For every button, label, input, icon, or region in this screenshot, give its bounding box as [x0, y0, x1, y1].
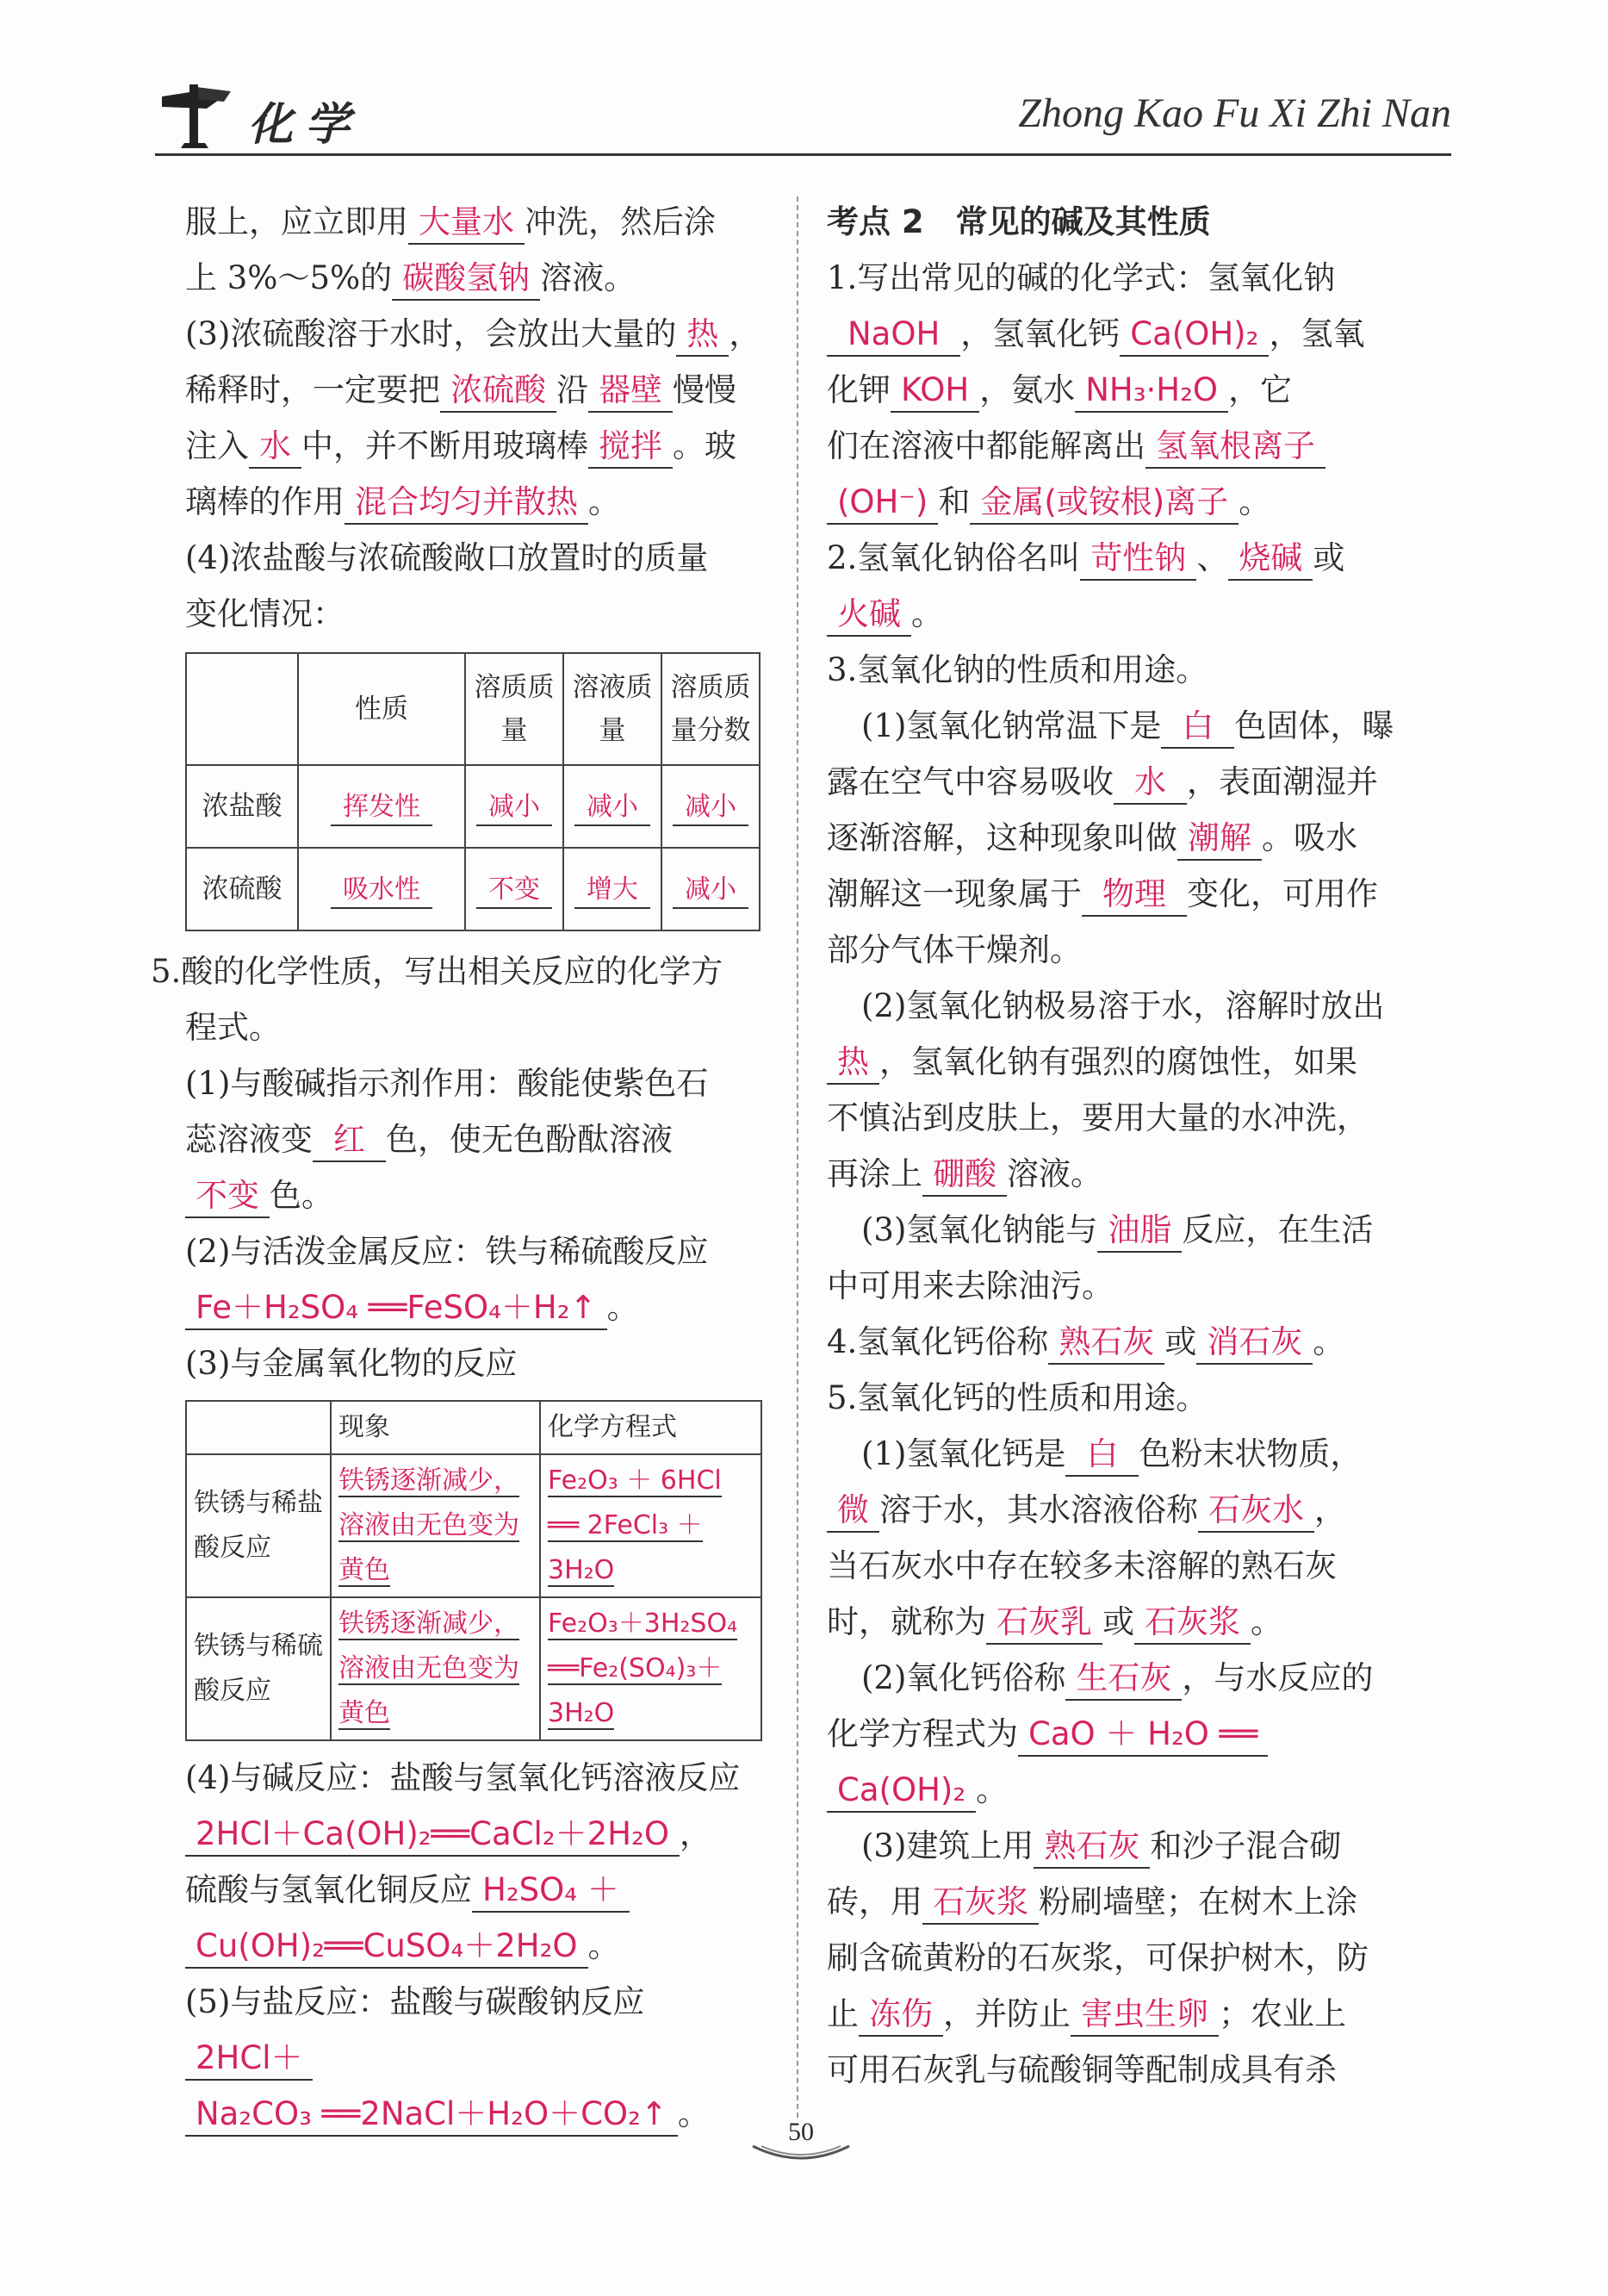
text-line: 潮解这一现象属于 物理 变化，可用作 — [827, 866, 1456, 922]
answer-blank: 油脂 — [1097, 1210, 1182, 1253]
text-line: 蕊溶液变 红 色，使无色酚酞溶液 — [185, 1111, 767, 1167]
text-line: (2)与活泼金属反应：铁与稀硫酸反应 — [185, 1233, 709, 1270]
english-running-title: Zhong Kao Fu Xi Zhi Nan — [1018, 90, 1451, 136]
table-header: 性质 — [298, 653, 465, 765]
table-row — [186, 1597, 761, 1740]
row-label: 浓盐酸 — [186, 765, 298, 848]
text-line: 璃棒的作用 混合均匀并散热 。 — [185, 474, 767, 530]
text-line: 化学方程式为 CaO ＋ H₂O ══ — [827, 1706, 1456, 1762]
answer-blank: 石灰乳 — [986, 1602, 1102, 1645]
answer-equation: Fe＋H₂SO₄ ══FeSO₄＋H₂↑ — [185, 1287, 607, 1330]
text-line: 变化情况： — [185, 595, 345, 632]
answer-blank: 器壁 — [588, 370, 673, 413]
left-column — [151, 194, 767, 2142]
text-line: (5)与盐反应：盐酸与碳酸钠反应2HCl＋ — [185, 1974, 767, 2086]
text-line: (3)氢氧化钠能与 油脂 反应，在生活 — [827, 1202, 1456, 1258]
answer-blank: 大量水 — [408, 202, 525, 245]
answer-blank: 氢氧根离子 — [1145, 426, 1326, 469]
text-line: 1.写出常见的碱的化学式：氢氧化钠 — [827, 259, 1336, 296]
text-line: 时，就称为 石灰乳 或 石灰浆 。 — [827, 1594, 1456, 1650]
text-line: 部分气体干燥剂。 — [827, 931, 1082, 968]
answer-blank: 热 — [827, 1042, 879, 1085]
table-header: 溶液质量 — [563, 653, 661, 765]
answer-blank: 不变 — [476, 873, 552, 909]
answer-blank: NaOH — [827, 314, 960, 357]
text-line: (2)氧化钙俗称 生石灰 ，与水反应的 — [827, 1650, 1456, 1706]
text-line: 4.氢氧化钙俗称 熟石灰 或 消石灰 。 — [827, 1314, 1456, 1370]
answer-blank: 浓硫酸 — [440, 370, 556, 413]
text-line: (4)与碱反应：盐酸与氢氧化钙溶液反应 — [185, 1759, 741, 1796]
text-line: (1)与酸碱指示剂作用：酸能使紫色石 — [185, 1065, 709, 1102]
answer-equation: 2HCl＋Ca(OH)₂══CaCl₂＋2H₂O — [185, 1814, 680, 1857]
text-line: (3)建筑上用 熟石灰 和沙子混合砌 — [827, 1818, 1456, 1874]
text-line: 服上，应立即用 大量水 冲洗，然后涂 — [185, 194, 767, 250]
text-line: 不变 色。 — [185, 1167, 767, 1223]
answer-blank: 铁锈逐渐减少，溶液由无色变为黄色 — [338, 1465, 519, 1585]
answer-blank: 熟石灰 — [1048, 1322, 1164, 1365]
table-corner-cell — [186, 1401, 331, 1454]
text-line: 上 3%～5%的 碳酸氢钠 溶液。 — [185, 250, 767, 306]
answer-blank: 微 — [827, 1490, 879, 1533]
answer-blank: 热 — [676, 314, 729, 357]
answer-blank: 硼酸 — [922, 1154, 1007, 1197]
answer-blank: 不变 — [185, 1175, 270, 1218]
text-line: 不慎沾到皮肤上，要用大量的水冲洗， — [827, 1099, 1369, 1136]
row-label: 铁锈与稀盐酸反应 — [186, 1454, 331, 1597]
text-line: 当石灰水中存在较多未溶解的熟石灰 — [827, 1547, 1337, 1584]
table-header: 化学方程式 — [540, 1401, 761, 1454]
answer-blank: (OH⁻) — [827, 482, 938, 525]
page-header — [155, 71, 1451, 157]
text-line: 们在溶液中都能解离出 氢氧根离子 — [827, 418, 1456, 474]
text-line: 再涂上 硼酸 溶液。 — [827, 1146, 1456, 1202]
text-line: NaOH ，氢氧化钙 Ca(OH)₂ ，氢氧 — [827, 306, 1456, 362]
answer-blank: 害虫生卵 — [1071, 1994, 1219, 2037]
text-line: 砖，用 石灰浆 粉刷墙壁；在树木上涂 — [827, 1874, 1456, 1930]
text-line: 5.氢氧化钙的性质和用途。 — [827, 1379, 1208, 1416]
answer-blank: 碳酸氢钠 — [392, 258, 540, 301]
answer-blank: 铁锈逐渐减少，溶液由无色变为黄色 — [338, 1608, 519, 1728]
answer-blank: 冻伤 — [859, 1994, 943, 2037]
answer-blank: 火碱 — [827, 594, 911, 637]
text-line: 注入 水 中，并不断用玻璃棒 搅拌 。玻 — [185, 418, 767, 474]
header-rule — [155, 153, 1451, 156]
answer-blank: 烧碱 — [1228, 538, 1313, 581]
answer-equation: 2HCl＋ — [185, 2038, 313, 2081]
right-column — [827, 194, 1456, 2098]
answer-blank: 潮解 — [1177, 818, 1262, 861]
answer-blank: KOH — [891, 370, 979, 413]
answer-equation: Fe₂O₃ ＋ 6HCl ══ 2FeCl₃ ＋3H₂O — [548, 1465, 722, 1585]
table-row — [186, 1454, 761, 1597]
text-line: (OH⁻) 和 金属(或铵根)离子 。 — [827, 474, 1456, 530]
text-line: 刷含硫黄粉的石灰浆，可保护树木，防 — [827, 1939, 1369, 1976]
answer-blank: 消石灰 — [1196, 1322, 1313, 1365]
answer-equation: Na₂CO₃ ══2NaCl＋H₂O＋CO₂↑ — [185, 2094, 678, 2137]
subject-title: 化学 — [248, 98, 363, 151]
answer-blank: 减小 — [476, 790, 552, 826]
answer-blank: 红 — [313, 1119, 386, 1162]
text-line: (3)浓硫酸溶于水时，会放出大量的 热 ， — [185, 306, 767, 362]
text-line: 逐渐溶解，这种现象叫做 潮解 。吸水 — [827, 810, 1456, 866]
answer-blank: 吸水性 — [331, 873, 432, 909]
answer-blank: 减小 — [574, 790, 650, 826]
answer-equation: Ca(OH)₂ — [827, 1770, 976, 1813]
table-header: 溶质质量 — [465, 653, 563, 765]
text-line: 可用石灰乳与硫酸铜等配制成具有杀 — [827, 2051, 1337, 2088]
text-line: 稀释时，一定要把 浓硫酸 沿 器壁 慢慢 — [185, 362, 767, 418]
text-line: (1)氢氧化钙是 白 色粉末状物质， — [827, 1426, 1456, 1482]
text-line: 中可用来去除油污。 — [827, 1267, 1114, 1304]
answer-blank: 生石灰 — [1065, 1658, 1182, 1701]
answer-blank: 石灰浆 — [922, 1882, 1039, 1925]
text-line: 微 溶于水，其水溶液俗称 石灰水 ， — [827, 1482, 1456, 1538]
answer-blank: 白 — [1161, 706, 1234, 749]
answer-blank: 减小 — [673, 873, 748, 909]
text-line: 3.氢氧化钠的性质和用途。 — [827, 651, 1208, 688]
table-header: 现象 — [331, 1401, 540, 1454]
answer-equation: CaO ＋ H₂O ══ — [1018, 1714, 1268, 1757]
answer-equation: Cu(OH)₂══CuSO₄＋2H₂O — [185, 1926, 588, 1969]
row-label: 浓硫酸 — [186, 848, 298, 930]
table-corner-cell — [186, 653, 298, 765]
answer-blank: Ca(OH)₂ — [1120, 314, 1269, 357]
text-line: 硫酸与氢氧化铜反应 H₂SO₄ ＋ — [185, 1862, 767, 1918]
answer-blank: 搅拌 — [588, 426, 673, 469]
text-line: 化钾 KOH ，氨水 NH₃·H₂O ，它 — [827, 362, 1456, 418]
page-ornament-icon — [749, 2141, 853, 2167]
section-title: 考点 2 常见的碱及其性质 — [827, 203, 1211, 240]
text-line: 程式。 — [185, 1009, 281, 1046]
answer-blank: 苛性钠 — [1080, 538, 1196, 581]
text-line: (3)与金属氧化物的反应 — [185, 1345, 518, 1382]
page-number: 50 — [788, 2118, 814, 2146]
answer-blank: 增大 — [574, 873, 650, 909]
page-footer — [749, 2115, 853, 2175]
signpost-logo-icon — [155, 81, 237, 150]
text-line: (1)氢氧化钠常温下是 白 色固体，曝 — [827, 698, 1456, 754]
answer-blank: 减小 — [673, 790, 748, 826]
answer-blank: 熟石灰 — [1034, 1826, 1150, 1869]
table-header: 溶质质量分数 — [661, 653, 760, 765]
answer-blank: 水 — [249, 426, 301, 469]
text-line: 2HCl＋Ca(OH)₂══CaCl₂＋2H₂O ， — [185, 1806, 767, 1862]
answer-equation: H₂SO₄ ＋ — [472, 1870, 630, 1913]
table-row — [186, 765, 760, 848]
acid-mass-change-table — [185, 652, 761, 931]
column-divider — [797, 196, 798, 2118]
question-5: 5.酸的化学性质，写出相关反应的化学方 — [151, 953, 723, 990]
answer-blank: 石灰浆 — [1134, 1602, 1251, 1645]
answer-blank: 水 — [1114, 762, 1187, 805]
text-line: (4)浓盐酸与浓硫酸敞口放置时的质量 — [185, 539, 709, 576]
metal-oxide-reaction-table — [185, 1400, 762, 1741]
answer-blank: 金属(或铵根)离子 — [970, 482, 1239, 525]
table-row — [186, 848, 760, 930]
text-line: 2.氢氧化钠俗名叫 苛性钠 、 烧碱 或 — [827, 530, 1456, 586]
answer-blank: 白 — [1065, 1434, 1139, 1477]
text-line: 止 冻伤 ，并防止 害虫生卵 ；农业上 — [827, 1986, 1456, 2042]
row-label: 铁锈与稀硫酸反应 — [186, 1597, 331, 1740]
answer-blank: NH₃·H₂O — [1075, 370, 1228, 413]
answer-blank: 挥发性 — [331, 790, 432, 826]
text-line: 露在空气中容易吸收 水 ，表面潮湿并 — [827, 754, 1456, 810]
answer-blank: 物理 — [1082, 874, 1187, 917]
text-line: 热 ，氢氧化钠有强烈的腐蚀性，如果 — [827, 1034, 1456, 1090]
text-line: Fe＋H₂SO₄ ══FeSO₄＋H₂↑ 。 — [185, 1279, 767, 1335]
answer-equation: Fe₂O₃＋3H₂SO₄ ══Fe₂(SO₄)₃＋3H₂O — [548, 1608, 738, 1728]
text-line: Na₂CO₃ ══2NaCl＋H₂O＋CO₂↑ 。 — [185, 2086, 767, 2142]
text-line: (2)氢氧化钠极易溶于水，溶解时放出 — [861, 987, 1385, 1024]
answer-blank: 石灰水 — [1198, 1490, 1314, 1533]
answer-blank: 混合均匀并散热 — [345, 482, 588, 525]
text-line: Cu(OH)₂══CuSO₄＋2H₂O 。 — [185, 1918, 767, 1974]
text-line: 火碱 。 — [827, 586, 1456, 642]
text-line: Ca(OH)₂ 。 — [827, 1762, 1456, 1818]
